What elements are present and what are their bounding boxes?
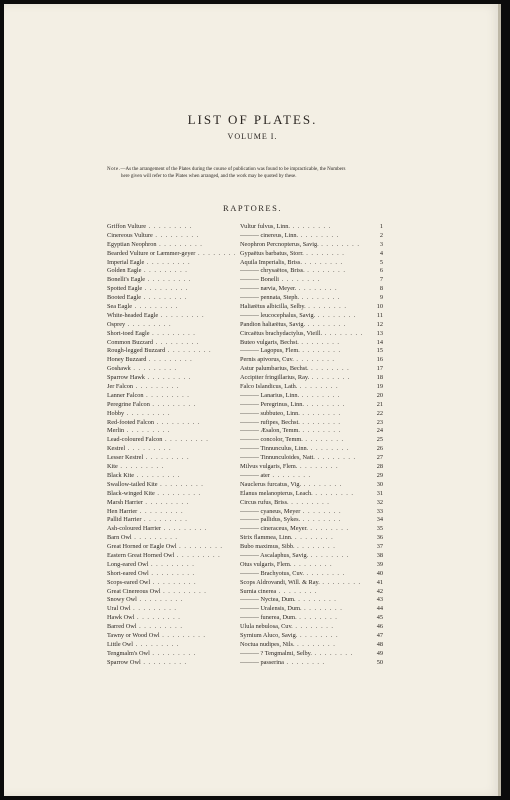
- plate-english-name: Barred Owl . .: [107, 623, 235, 632]
- plate-latin-name: Haliæëtus albicilla, Selby. . .: [240, 303, 368, 312]
- plate-english-name: Tengmalm's Owl . .: [107, 650, 235, 659]
- plate-latin-name: Otus vulgaris, Flem. . .: [240, 561, 368, 570]
- plate-english-name: Marsh Harrier . .: [107, 499, 235, 508]
- plate-row: [107, 614, 383, 623]
- note-line-2: here given will refer to the Plates when arranged, and the work may be quoted by these.: [121, 174, 297, 179]
- plate-english-name: Eastern Great Horned Owl . .: [107, 552, 235, 561]
- plate-row: [107, 579, 383, 588]
- plate-english-name: Short-eared Owl . .: [107, 570, 235, 579]
- plate-english-name: Common Buzzard . .: [107, 339, 235, 348]
- plate-latin-name: ——— rufipes, Bechst. . .: [240, 419, 368, 428]
- plate-english-name: Imperial Eagle . .: [107, 259, 235, 268]
- plate-latin-name: ——— ater . .: [240, 472, 368, 481]
- plate-english-name: Kite . .: [107, 463, 235, 472]
- plate-number: 31: [365, 490, 383, 499]
- plate-english-name: Black Kite . .: [107, 472, 235, 481]
- plate-row: [107, 347, 383, 356]
- plate-english-name: Tawny or Wood Owl . .: [107, 632, 235, 641]
- plate-latin-name: Aquila Imperialis, Briss. . .: [240, 259, 368, 268]
- plate-latin-name: Syrnium Aluco, Savig. . .: [240, 632, 368, 641]
- plate-row: [107, 490, 383, 499]
- plate-row: [107, 436, 383, 445]
- plate-latin-name: Circaëtus brachydactylus, Vieill. . .: [240, 330, 368, 339]
- plate-number: 32: [365, 499, 383, 508]
- plate-english-name: Honey Buzzard . .: [107, 356, 235, 365]
- plate-number: 24: [365, 427, 383, 436]
- plate-number: 34: [365, 516, 383, 525]
- plate-english-name: Snowy Owl . .: [107, 596, 235, 605]
- book-page: [4, 4, 501, 796]
- plate-latin-name: Buteo vulgaris, Bechst. . .: [240, 339, 368, 348]
- plate-latin-name: ——— nævia, Meyer. . .: [240, 285, 368, 294]
- plate-english-name: Golden Eagle . .: [107, 267, 235, 276]
- plate-english-name: Black-winged Kite . .: [107, 490, 235, 499]
- section-title: RAPTORES.: [223, 203, 282, 213]
- plate-latin-name: Neophron Percnopterus, Savig. . .: [240, 241, 368, 250]
- plate-number: 20: [365, 392, 383, 401]
- plate-latin-name: Circus rufus, Briss. . .: [240, 499, 368, 508]
- plate-latin-name: Pandion haliæëtus, Savig. . .: [240, 321, 368, 330]
- plate-latin-name: Scops Aldrovandi, Will. & Ray. . .: [240, 579, 368, 588]
- plate-number: 16: [365, 356, 383, 365]
- arrangement-note: [107, 166, 407, 180]
- plate-row: [107, 472, 383, 481]
- plate-row: [107, 596, 383, 605]
- plate-english-name: Merlin . .: [107, 427, 235, 436]
- plate-english-name: Ural Owl . .: [107, 605, 235, 614]
- plate-row: [107, 445, 383, 454]
- plate-latin-name: ——— Tinnunculoides, Natt. . .: [240, 454, 368, 463]
- plate-english-name: Booted Eagle . .: [107, 294, 235, 303]
- plate-number: 42: [365, 588, 383, 597]
- plate-number: 38: [365, 552, 383, 561]
- plate-latin-name: Elanus melanopterus, Leach. . .: [240, 490, 368, 499]
- plate-row: [107, 499, 383, 508]
- plate-number: 7: [365, 276, 383, 285]
- plate-english-name: Ash-coloured Harrier . .: [107, 525, 235, 534]
- plate-english-name: Osprey . .: [107, 321, 235, 330]
- plate-latin-name: ——— cineraceus, Meyer. . .: [240, 525, 368, 534]
- plate-row: [107, 294, 383, 303]
- plate-number: 11: [365, 312, 383, 321]
- plate-english-name: Red-footed Falcon . .: [107, 419, 235, 428]
- plate-number: 22: [365, 410, 383, 419]
- plate-english-name: Bearded Vulture or Læmmer-geyer . .: [107, 250, 235, 259]
- plate-english-name: Goshawk . .: [107, 365, 235, 374]
- plate-latin-name: ——— funerea, Dum. . .: [240, 614, 368, 623]
- plate-latin-name: Astur palumbarius, Bechst. . .: [240, 365, 368, 374]
- plate-english-name: Sparrow Hawk . .: [107, 374, 235, 383]
- plate-latin-name: Surnia cinerea . .: [240, 588, 368, 597]
- plate-latin-name: Pernis apivorus, Cuv. . .: [240, 356, 368, 365]
- plate-row: [107, 356, 383, 365]
- plate-number: 25: [365, 436, 383, 445]
- plate-row: [107, 641, 383, 650]
- plate-number: 23: [365, 419, 383, 428]
- plate-row: [107, 623, 383, 632]
- note-label: Note.: [107, 167, 121, 172]
- plate-latin-name: ——— concolor, Temm. . .: [240, 436, 368, 445]
- plate-english-name: Pallid Harrier . .: [107, 516, 235, 525]
- plate-latin-name: ——— Uralensis, Dum. . .: [240, 605, 368, 614]
- plate-row: [107, 276, 383, 285]
- plate-latin-name: Noctua nudipes, Nils. . .: [240, 641, 368, 650]
- plate-row: [107, 312, 383, 321]
- plate-latin-name: ——— Tinnunculus, Linn. . .: [240, 445, 368, 454]
- plate-latin-name: ——— passerina . .: [240, 659, 368, 668]
- plate-english-name: Egyptian Neophron . .: [107, 241, 235, 250]
- plate-row: [107, 463, 383, 472]
- plate-row: [107, 632, 383, 641]
- plate-row: [107, 525, 383, 534]
- plate-row: [107, 570, 383, 579]
- plate-latin-name: Bubo maximus, Sibb. . .: [240, 543, 368, 552]
- plate-number: 40: [365, 570, 383, 579]
- plate-row: [107, 285, 383, 294]
- plate-number: 1: [365, 223, 383, 232]
- plate-latin-name: ——— leucocephalus, Savig. . .: [240, 312, 368, 321]
- plate-english-name: Great Horned or Eagle Owl . .: [107, 543, 235, 552]
- plate-english-name: Lead-coloured Falcon . .: [107, 436, 235, 445]
- plate-english-name: Little Owl . .: [107, 641, 235, 650]
- plate-number: 27: [365, 454, 383, 463]
- plate-row: [107, 534, 383, 543]
- plate-row: [107, 481, 383, 490]
- plate-row: [107, 383, 383, 392]
- plate-latin-name: Nauclerus furcatus, Vig. . .: [240, 481, 368, 490]
- plate-latin-name: Ulula nebulosa, Cuv. . .: [240, 623, 368, 632]
- plate-latin-name: ——— Æsalon, Temm. . .: [240, 427, 368, 436]
- plate-latin-name: ——— cinereus, Linn. . .: [240, 232, 368, 241]
- plate-row: [107, 561, 383, 570]
- plate-row: [107, 605, 383, 614]
- plate-latin-name: ——— subbuteo, Linn. . .: [240, 410, 368, 419]
- plate-number: 48: [365, 641, 383, 650]
- plate-english-name: Griffon Vulture . .: [107, 223, 235, 232]
- plate-latin-name: Vultur fulvus, Linn. . .: [240, 223, 368, 232]
- plate-english-name: Kestrel . .: [107, 445, 235, 454]
- plate-number: 37: [365, 543, 383, 552]
- note-text-1: —As the arrangement of the Plates during the course of publication was found to be impracticable, the Numbers: [120, 167, 346, 172]
- plate-number: 12: [365, 321, 383, 330]
- volume-label: VOLUME I.: [227, 132, 278, 141]
- plate-row: [107, 392, 383, 401]
- plate-latin-name: ——— Ascalaphus, Savig. . .: [240, 552, 368, 561]
- plate-row: [107, 365, 383, 374]
- plate-english-name: Peregrine Falcon . .: [107, 401, 235, 410]
- plate-row: [107, 223, 383, 232]
- plate-latin-name: Gypaëtus barbatus, Storr. . .: [240, 250, 368, 259]
- plate-english-name: Sparrow Owl . .: [107, 659, 235, 668]
- plate-latin-name: ——— Brachyotus, Cuv. . .: [240, 570, 368, 579]
- plate-row: [107, 650, 383, 659]
- plate-english-name: Hawk Owl . .: [107, 614, 235, 623]
- plate-number: 43: [365, 596, 383, 605]
- note-line-1: [107, 166, 407, 173]
- plate-number: 50: [365, 659, 383, 668]
- plate-number: 30: [365, 481, 383, 490]
- plate-row: [107, 543, 383, 552]
- plate-number: 5: [365, 259, 383, 268]
- plate-latin-name: ——— Lanarius, Linn. . .: [240, 392, 368, 401]
- plate-english-name: Jer Falcon . .: [107, 383, 235, 392]
- plate-number: 21: [365, 401, 383, 410]
- plate-english-name: Barn Owl . .: [107, 534, 235, 543]
- plate-row: [107, 374, 383, 383]
- plate-english-name: Swallow-tailed Kite . .: [107, 481, 235, 490]
- plate-number: 35: [365, 525, 383, 534]
- plate-latin-name: ——— pennata, Steph. . .: [240, 294, 368, 303]
- plate-row: [107, 588, 383, 597]
- plate-english-name: Lesser Kestrel . .: [107, 454, 235, 463]
- plate-latin-name: ——— cyaneus, Meyer . .: [240, 508, 368, 517]
- plate-latin-name: ——— Lagopus, Flem. . .: [240, 347, 368, 356]
- plate-row: [107, 303, 383, 312]
- plate-english-name: Cinereous Vulture . .: [107, 232, 235, 241]
- plate-english-name: Scops-eared Owl . .: [107, 579, 235, 588]
- plate-english-name: Hen Harrier . .: [107, 508, 235, 517]
- plate-number: 3: [365, 241, 383, 250]
- plate-row: [107, 330, 383, 339]
- plate-english-name: Rough-legged Buzzard . .: [107, 347, 235, 356]
- plate-number: 49: [365, 650, 383, 659]
- plate-number: 33: [365, 508, 383, 517]
- plate-english-name: Sea Eagle . .: [107, 303, 235, 312]
- plate-latin-name: ——— Peregrinus, Linn. . .: [240, 401, 368, 410]
- plate-latin-name: Accipiter fringillarius, Ray. . .: [240, 374, 368, 383]
- page-title: LIST OF PLATES.: [187, 112, 318, 127]
- plate-row: [107, 454, 383, 463]
- plate-number: 39: [365, 561, 383, 570]
- plate-number: 36: [365, 534, 383, 543]
- plate-latin-name: ——— Nyctea, Dum. . .: [240, 596, 368, 605]
- plate-latin-name: ——— ? Tengmalmi, Selby. . .: [240, 650, 368, 659]
- plate-number: 13: [365, 330, 383, 339]
- plate-latin-name: ——— pallidus, Sykes. . .: [240, 516, 368, 525]
- plate-row: [107, 419, 383, 428]
- plate-number: 47: [365, 632, 383, 641]
- plate-number: 44: [365, 605, 383, 614]
- plate-row: [107, 401, 383, 410]
- plate-english-name: Lanner Falcon . .: [107, 392, 235, 401]
- plate-english-name: Bonelli's Eagle . .: [107, 276, 235, 285]
- plate-number: 19: [365, 383, 383, 392]
- plate-row: [107, 259, 383, 268]
- plate-row: [107, 267, 383, 276]
- plate-number: 29: [365, 472, 383, 481]
- plate-english-name: White-headed Eagle . .: [107, 312, 235, 321]
- plate-number: 41: [365, 579, 383, 588]
- plate-latin-name: Milvus vulgaris, Flem. . .: [240, 463, 368, 472]
- plate-english-name: Short-toed Eagle . .: [107, 330, 235, 339]
- plate-latin-name: Strix flammea, Linn. . .: [240, 534, 368, 543]
- plate-number: 10: [365, 303, 383, 312]
- plate-row: [107, 250, 383, 259]
- plate-row: [107, 516, 383, 525]
- plate-row: [107, 659, 383, 668]
- plate-latin-name: ——— chrysaëtos, Briss. . .: [240, 267, 368, 276]
- plate-latin-name: ——— Bonelli . .: [240, 276, 368, 285]
- plate-latin-name: Falco Islandicus, Lath. . .: [240, 383, 368, 392]
- plate-english-name: Hobby . .: [107, 410, 235, 419]
- plate-number: 2: [365, 232, 383, 241]
- plate-number: 8: [365, 285, 383, 294]
- plate-number: 6: [365, 267, 383, 276]
- plate-row: [107, 321, 383, 330]
- plate-row: [107, 232, 383, 241]
- plate-number: 18: [365, 374, 383, 383]
- plate-english-name: Great Cinereous Owl . .: [107, 588, 235, 597]
- plate-row: [107, 552, 383, 561]
- plate-row: [107, 241, 383, 250]
- plate-number: 9: [365, 294, 383, 303]
- plate-number: 15: [365, 347, 383, 356]
- plate-english-name: Long-eared Owl . .: [107, 561, 235, 570]
- plate-number: 4: [365, 250, 383, 259]
- plate-number: 17: [365, 365, 383, 374]
- plate-number: 28: [365, 463, 383, 472]
- plate-row: [107, 427, 383, 436]
- plate-row: [107, 410, 383, 419]
- plate-number: 46: [365, 623, 383, 632]
- plate-row: [107, 508, 383, 517]
- plate-number: 26: [365, 445, 383, 454]
- plate-english-name: Spotted Eagle . .: [107, 285, 235, 294]
- plate-row: [107, 339, 383, 348]
- plate-number: 45: [365, 614, 383, 623]
- plate-number: 14: [365, 339, 383, 348]
- plates-list: [107, 223, 383, 668]
